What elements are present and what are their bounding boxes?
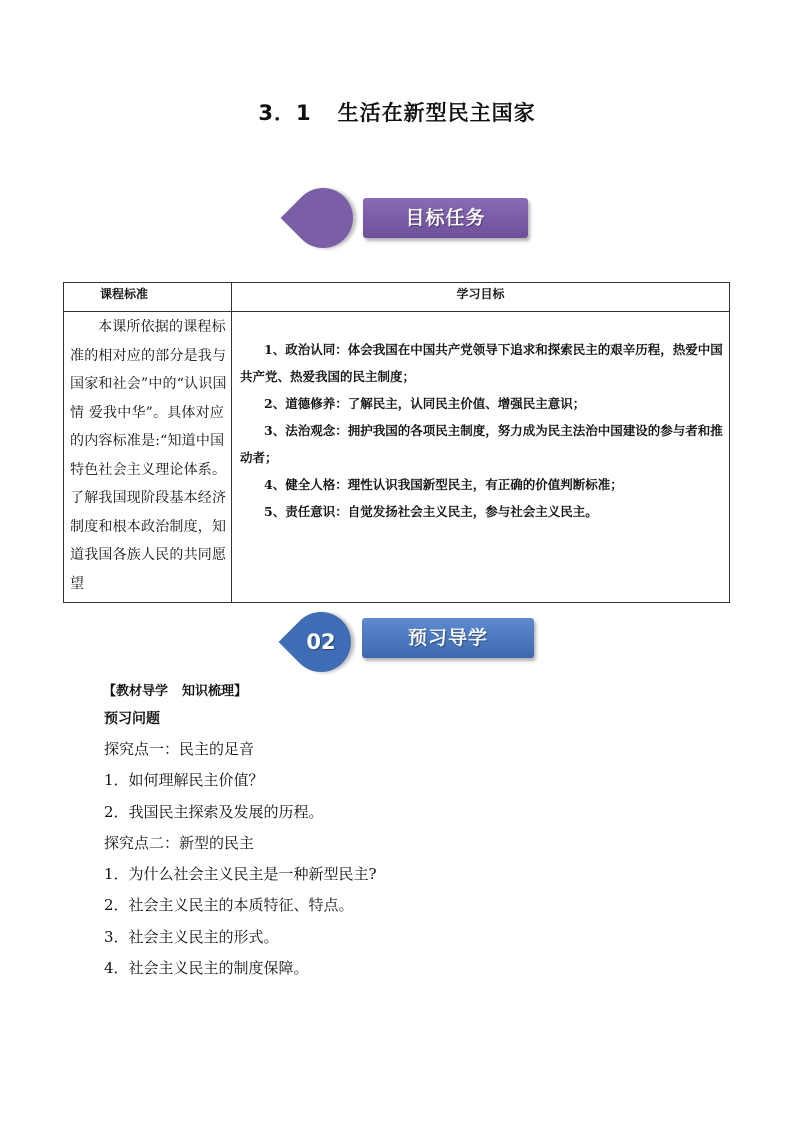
objectives-badge-label: 目标任务	[363, 198, 528, 238]
list-item: 4．社会主义民主的制度保障。	[104, 959, 309, 977]
list-item: 2．我国民主探索及发展的历程。	[104, 803, 324, 821]
goal-item: 2、道德修养：了解民主，认同民主价值、增强民主意识；	[264, 396, 586, 411]
preview-questions-heading: 预习问题	[104, 711, 160, 727]
learning-goals-cell	[232, 312, 730, 603]
table-row	[64, 312, 730, 603]
section-tag	[103, 680, 247, 699]
list-item: 探究点一：民主的足音	[104, 740, 255, 758]
list-item: 1．如何理解民主价值？	[104, 771, 264, 789]
preview-badge-label: 预习导学	[362, 618, 534, 658]
table-header-row	[64, 283, 730, 312]
tag-part-b: 知识梳理】	[182, 684, 248, 699]
section-number: 3．1	[258, 101, 312, 125]
list-item: 3．社会主义民主的形式。	[104, 928, 279, 946]
header-learning-goals: 学习目标	[232, 283, 730, 312]
goal-item: 4、健全人格：理性认识我国新型民主，有正确的价值判断标准；	[264, 477, 623, 492]
standards-table	[63, 282, 730, 603]
goal-item: 5、责任意识：自觉发扬社会主义民主，参与社会主义民主。	[264, 504, 598, 519]
goal-item: 3、法治观念：拥护我国的各项民主制度，努力成为民主法治中国建设的参与者和推动者；	[240, 423, 723, 465]
objectives-badge	[287, 186, 532, 248]
page-title	[0, 97, 794, 127]
preview-badge	[287, 610, 537, 674]
badge-number: 02	[306, 630, 336, 654]
tag-part-a: 【教材导学	[103, 684, 169, 699]
list-item: 2．社会主义民主的本质特征、特点。	[104, 896, 354, 914]
curriculum-standard-text: 本课所依据的课程标准的相对应的部分是我与国家和社会”中的“认识国情 爱我中华”。具体对应的内容标准是:“知道中国特色社会主义理论体系。了解我国现阶段基本经济制度和根本政治制度，知道我国各族人民的共同愿望	[64, 312, 232, 603]
header-curriculum-standard: 课程标准	[64, 283, 232, 312]
badge-disc-icon	[281, 176, 366, 261]
list-item: 探究点二：新型的民主	[104, 834, 255, 852]
goal-item: 1、政治认同：体会我国在中国共产党领导下追求和探索民主的艰辛历程，热爱中国共产党、热爱我国的民主制度；	[240, 342, 723, 384]
section-title: 生活在新型民主国家	[337, 101, 536, 125]
list-item: 1．为什么社会主义民主是一种新型民主?	[104, 865, 377, 883]
